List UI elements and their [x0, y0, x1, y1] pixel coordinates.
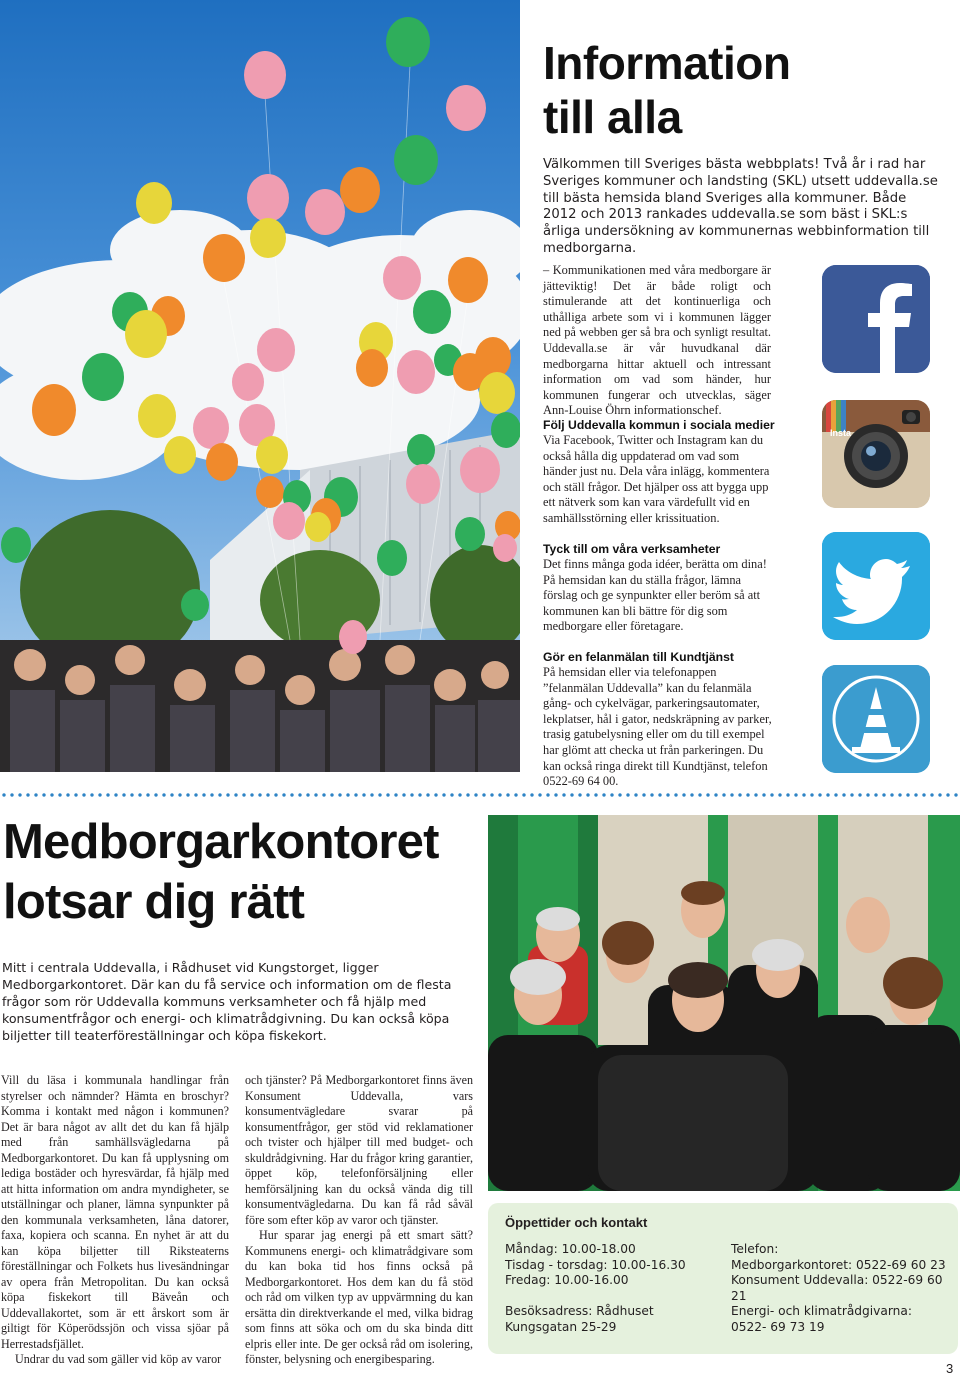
- social-media-section: [543, 417, 775, 527]
- headline-line-2: till alla: [543, 91, 682, 143]
- uddevalla-kommun-logo-icon: [822, 665, 930, 773]
- address-line: Besöksadress: Rådhuset: [505, 1304, 654, 1318]
- infobox-title: Öppettider och kontakt: [505, 1215, 648, 1230]
- facebook-icon: [822, 265, 930, 373]
- quote-paragraph: – Kommunikationen med våra medborgare är jätteviktig! Det är både roligt och stimulerande att det kontinuerliga och uthålliga arbete som vi i kommunen lägger ned på webben ger så bra och synligt resultat. Uddevalla.se är vår huvudkanal där medborgarna hittar aktuell och intressant information om vad som händer, hur kommunen fungerar och utvecklas, säger Ann-Louise Öhrn informationschef.: [543, 263, 771, 418]
- feedback-section: [543, 541, 775, 635]
- paragraph: och tjänster? På Medborgarkontoret finns även Konsument Uddevalla, vars konsumentvägledare svarar på konsumentfrågor, ger stöd vid reklamationer och tvister och hjälper till med budget- och skuldrådgivning. Har du frågor kring garantier, öppet köp, telefonförsäljning eller hemförsäljning kan du också vända dig till konsumentvägledarna. Du kan få råd såväl före som efter köp av varor och tjänster.: [245, 1073, 473, 1227]
- opening-hours-box: [488, 1203, 958, 1354]
- kommun-logo-text: [822, 712, 930, 719]
- phone-numbers: [731, 1242, 958, 1335]
- headline-line-1: Medborgarkontoret: [3, 815, 439, 869]
- headline-line-1: Information: [543, 37, 791, 89]
- page-number: 3: [946, 1361, 954, 1376]
- section-title: Gör en felanmälan till Kundtjänst: [543, 650, 734, 664]
- hours-line: Måndag: 10.00-18.00: [505, 1242, 636, 1256]
- fault-report-section: [543, 649, 775, 790]
- section-title: Följ Uddevalla kommun i sociala medier: [543, 418, 775, 432]
- phone-line: Medborgarkontoret: 0522-69 60 23: [731, 1257, 946, 1272]
- phone-line: Energi- och klimatrådgivarna:: [731, 1304, 912, 1318]
- instagram-label: Insta: [830, 428, 852, 438]
- paragraph: Undrar du vad som gäller vid köp av varor: [15, 1352, 222, 1366]
- hours-and-address: [505, 1242, 686, 1335]
- section-text: På hemsidan eller via telefonappen ”felanmälan Uddevalla” kan du felanmäla gång- och cykelvägar, parkeringsautomater, lekplatser, hål i gator, nedskräpning av parker, trasig gatubelysning eller om du till exempel har glömt att checka ut från parkeringen. Du kan också ringa direkt till Kundtjänst, telefon 0522-69 64 00.: [543, 665, 772, 789]
- body-column-1: [1, 1073, 229, 1368]
- lead-paragraph: Välkommen till Sveriges bästa webbplats! Två år i rad har Sveriges kommuner och landsting (SKL) utsett uddevalla.se till bästa hemsida bland Sveriges alla kommuner. Både 2012 och 2013 rankades uddevalla.se som bäst i SKL:s årliga undersökning av kommunernas webbinformation till medborgarna.: [543, 157, 938, 256]
- address-line: Kungsgatan 25-29: [505, 1319, 617, 1334]
- page-headline: [543, 36, 790, 144]
- phone-line: Konsument Uddevalla: 0522-69 60 21: [731, 1273, 943, 1303]
- medborgarkontoret-headline: [3, 812, 439, 932]
- dotted-divider: [0, 792, 960, 798]
- section-text: Det finns många goda idéer, berätta om dina! På hemsidan kan du ställa frågor, lämna förslag och ge synpunkter eller beröm så att kommunen kan bli bättre för dig som medborgare eller företagare.: [543, 557, 767, 634]
- section-text: Via Facebook, Twitter och Instagram kan du också hålla dig uppdaterad om vad som händer just nu. Dela våra inlägg, kommentera och ställ frågor. Det hjälper oss att bygga upp ett nätverk som kan vara värdefullt vid en samhällsstörning eller krissituation.: [543, 433, 770, 525]
- paragraph: Vill du läsa i kommunala handlingar från styrelser och nämnder? Hämta en broschyr? Komma i kontakt med någon i kommunen? Det är bara något av allt det du kan få hjälp med från samhällsvägledarna på Medborgarkontoret. Du kan få upplysning om lediga bostäder och hyresvärdar, få hjälp med att hitta information om andra myndigheter, se utställningar och planer, lämna synpunkter på den kommunala verksamheten, låna datorer, faxa, kopiera och scanna. En nyhet är att du kan köpa biljetter till Riksteaterns föreställningar och Folkets hus livesändningar av opera från Metropolitan. Du kan också köpa fiskekort till Bäveån och Uddevallakortet, som är ett årskort som är giltigt för Köperödssjön och vissa sjöar på Herrestadsfjället.: [1, 1073, 229, 1351]
- balloon-photo: [0, 0, 520, 772]
- paragraph: Hur sparar jag energi på ett smart sätt? Kommunens energi- och klimatrådgivare som du kan boka tid hos finns också på Medborgarkontoret. Hos dem kan du få stöd och råd om vilken typ av uppvärmning du kan ersätta din direktverkande el med, vilka bidrag som finns att söka och om du ska binda ditt elpris eller inte. De ger också råd om isolering, fönster, belysning och energibesparing.: [245, 1228, 473, 1366]
- section-title: Tyck till om våra verksamheter: [543, 542, 721, 556]
- medborgarkontoret-lead: Mitt i centrala Uddevalla, i Rådhuset vid Kungstorget, ligger Medborgarkontoret. Där kan du få service och information om de flesta frågor som rör Uddevalla kommuns verksamheter och få hjälp med konsumentfrågor och energi- och klimatrådgivning. Du kan också köpa biljetter till teaterföreställningar och köpa fiskekort.: [2, 960, 452, 1043]
- twitter-icon: [822, 532, 930, 640]
- phone-line: Telefon:: [731, 1242, 779, 1256]
- instagram-icon: [822, 400, 930, 508]
- phone-line: 0522- 69 73 19: [731, 1319, 825, 1334]
- hours-line: Fredag: 10.00-16.00: [505, 1273, 629, 1287]
- staff-group-photo: [488, 815, 960, 1191]
- hours-line: Tisdag - torsdag: 10.00-16.30: [505, 1257, 686, 1272]
- headline-line-2: lotsar dig rätt: [3, 875, 305, 929]
- body-column-2: [245, 1073, 473, 1368]
